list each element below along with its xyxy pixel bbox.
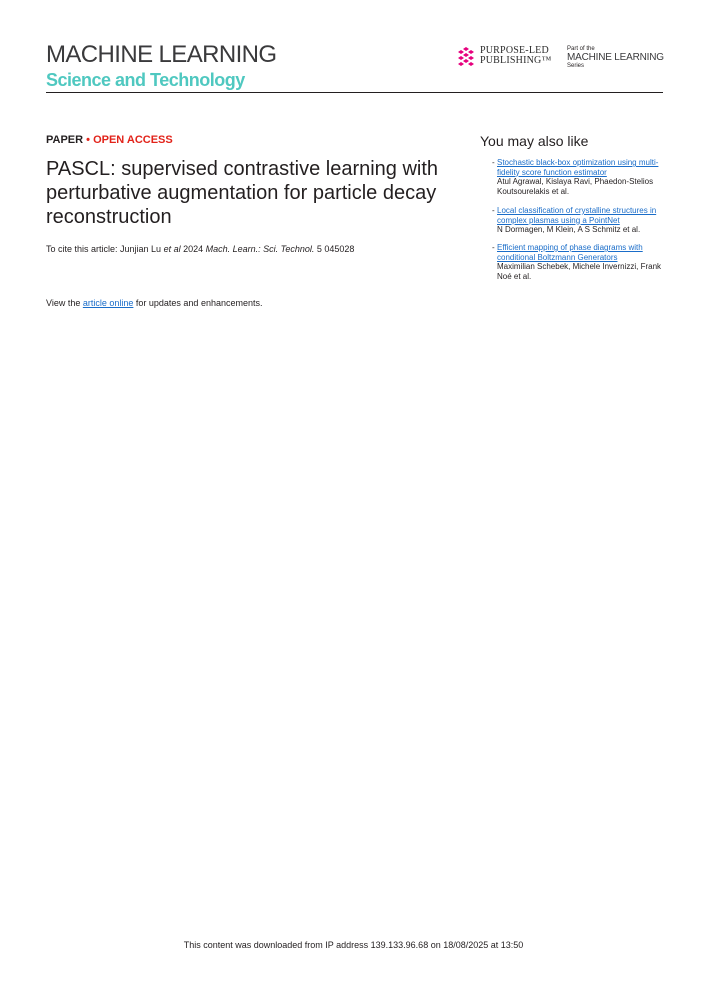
- related-item-authors: N Dormagen, M Klein, A S Schmitz et al.: [497, 225, 641, 234]
- cite-etal: et al: [163, 244, 181, 254]
- journal-subtitle: Science and Technology: [46, 70, 245, 90]
- article-type-label: [46, 134, 173, 146]
- view-suffix: for updates and enhancements.: [133, 298, 263, 308]
- related-heading: You may also like: [480, 133, 589, 149]
- publisher-name: [480, 46, 551, 66]
- bullet-dash: -: [492, 158, 495, 167]
- cite-prefix: To cite this article: Junjian Lu: [46, 244, 164, 254]
- cite-journal: Mach. Learn.: Sci. Technol.: [205, 244, 315, 254]
- open-access-label: OPEN ACCESS: [93, 134, 173, 146]
- related-item-link[interactable]: Local classification of crystalline structures in complex plasmas using a PointNet: [497, 206, 657, 225]
- cite-year: 2024: [180, 244, 206, 254]
- series-name: MACHINE LEARNING: [567, 52, 664, 63]
- cite-ref: 5 045028: [314, 244, 355, 254]
- related-item: [492, 206, 667, 235]
- label-separator: •: [83, 134, 94, 146]
- related-item: [492, 243, 667, 281]
- bullet-dash: -: [492, 243, 495, 252]
- journal-title: MACHINE LEARNING: [46, 41, 277, 68]
- related-item-link[interactable]: Stochastic black-box optimization using multi-fidelity score function estimator: [497, 158, 659, 177]
- related-item-link[interactable]: Efficient mapping of phase diagrams with conditional Boltzmann Generators: [497, 243, 643, 262]
- view-online-line: [46, 298, 262, 308]
- paper-label: PAPER: [46, 134, 84, 146]
- citation-line: [46, 244, 354, 254]
- publisher-line2: PUBLISHING™: [480, 55, 552, 66]
- series-label: [567, 46, 664, 70]
- publisher-line1: PURPOSE-LED: [480, 45, 549, 56]
- series-suffix: Series: [567, 63, 585, 69]
- series-prefix: Part of the: [567, 46, 595, 52]
- header-divider: [46, 92, 663, 93]
- download-notice: This content was downloaded from IP address 139.133.96.68 on 18/08/2025 at 13:50: [183, 940, 524, 950]
- article-title: PASCL: supervised contrastive learning with perturbative augmentation for particle decay reconstruction: [46, 158, 439, 228]
- article-online-link[interactable]: article online: [82, 298, 134, 308]
- related-item-authors: Maximilian Schebek, Michele Invernizzi, Frank Noé et al.: [497, 262, 662, 281]
- view-prefix: View the: [46, 298, 83, 308]
- bullet-dash: -: [492, 206, 495, 215]
- related-item-authors: Atul Agrawal, Kislaya Ravi, Phaedon-Stelios Koutsourelakis et al.: [497, 177, 654, 196]
- related-item: [492, 158, 667, 196]
- publisher-logo-icon: [456, 46, 476, 68]
